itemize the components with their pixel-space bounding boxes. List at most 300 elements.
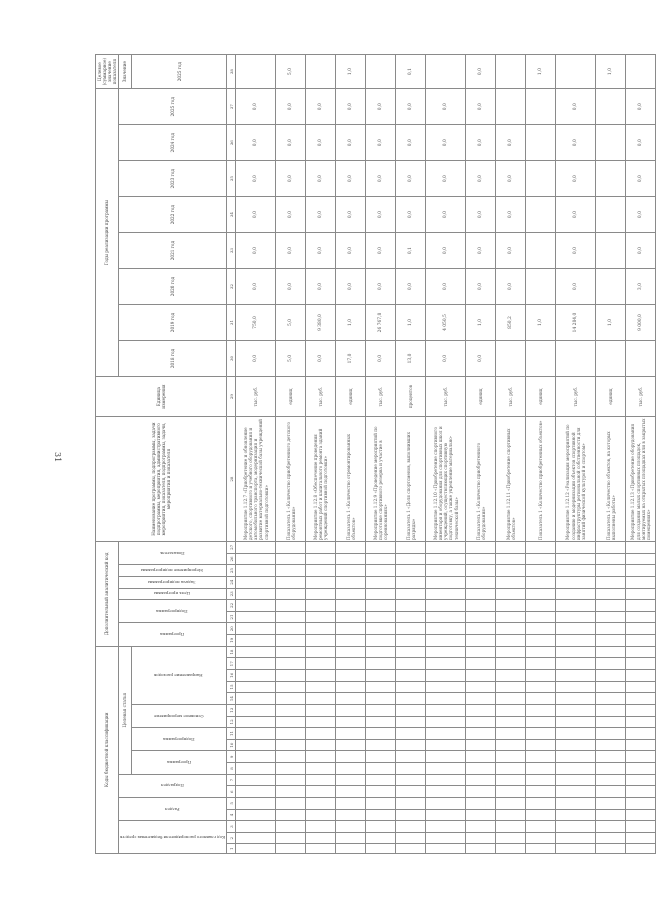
year-value-cell: [526, 161, 556, 197]
code-cell: [396, 611, 426, 623]
year-value-cell: 0,0: [276, 197, 306, 233]
code-cell: [366, 670, 396, 682]
year-value-cell: 0,0: [276, 269, 306, 305]
column-number: 32: [227, 269, 236, 305]
code-cell: [556, 588, 596, 600]
year-value-cell: 0,0: [466, 341, 496, 377]
program-indicators-table-sheet: [95, 54, 652, 854]
year-value-cell: 0,0: [466, 269, 496, 305]
code-cell: [236, 704, 276, 716]
code-cell: [526, 704, 556, 716]
code-cell: [366, 588, 396, 600]
code-cell: [596, 763, 626, 775]
year-value-cell: 0,0: [336, 89, 366, 125]
code-cell: [596, 832, 626, 844]
code-cell: [626, 693, 656, 705]
unit-cell: единиц: [596, 376, 626, 416]
code-cell: [336, 565, 366, 577]
row-name-cell: Мероприятие 1.12.12 «Реализация мероприятий по созданию и модернизации объектов спортивной инфраструктуры региональной собственности для занятий физической культурой и спортом»: [556, 417, 596, 542]
code-cell: [306, 693, 336, 705]
year-header-1: 2018 год: [119, 341, 227, 377]
code-cell: [306, 565, 336, 577]
code-cell: [626, 763, 656, 775]
code-cell: [366, 646, 396, 658]
year-value-cell: 0,0: [426, 341, 466, 377]
code-cell: [526, 832, 556, 844]
year-value-cell: 0,0: [626, 197, 656, 233]
code-cell: [466, 797, 496, 809]
code-cell: [526, 565, 556, 577]
code-cell: [426, 832, 466, 844]
table-row: [396, 55, 426, 854]
code-cell: [596, 588, 626, 600]
code-cell: [426, 774, 466, 786]
table-row: [466, 55, 496, 854]
column-number: 27: [227, 542, 236, 554]
year-value-cell: 13,0: [396, 341, 426, 377]
code-cell: [426, 821, 466, 833]
code-cell: [276, 542, 306, 554]
year-value-cell: 0,0: [366, 269, 396, 305]
code-cell: [626, 658, 656, 670]
extra-code-group-header: Дополнительный аналитический код: [96, 542, 119, 647]
code-cell: [596, 635, 626, 647]
final-value-cell: [366, 55, 396, 89]
year-value-cell: 0,0: [496, 125, 526, 161]
code-cell: [426, 809, 466, 821]
table-row: [526, 55, 556, 854]
code-cell: [426, 704, 466, 716]
code-cell: [306, 751, 336, 763]
code-cell: [496, 646, 526, 658]
table-row: [426, 55, 466, 854]
year-value-cell: 0,0: [396, 89, 426, 125]
code-cell: [366, 600, 396, 612]
code-cell: [596, 681, 626, 693]
year-value-cell: 0,0: [396, 125, 426, 161]
year-header-6: 2023 год: [119, 161, 227, 197]
code-cell: [466, 542, 496, 554]
column-number: 3: [227, 821, 236, 833]
year-value-cell: 9 000,0: [626, 305, 656, 341]
row-name-cell: Показатель 1 «Количество отремонтированных объектов»: [336, 417, 366, 542]
code-cell: [526, 739, 556, 751]
code-cell: [396, 658, 426, 670]
code-cell: [306, 623, 336, 635]
code-cell: [556, 600, 596, 612]
code-cell: [366, 821, 396, 833]
code-cell: [496, 542, 526, 554]
code-cell: [596, 670, 626, 682]
year-value-cell: [496, 341, 526, 377]
year-header-8: 2025 год: [119, 89, 227, 125]
code-cell: [276, 704, 306, 716]
year-value-cell: 0,0: [276, 161, 306, 197]
code-cell: [336, 600, 366, 612]
code-cell: [626, 600, 656, 612]
code-cell: [496, 728, 526, 740]
code-cell: [336, 670, 366, 682]
code-cell: [626, 670, 656, 682]
code-cell: [236, 542, 276, 554]
code-cell: [236, 763, 276, 775]
code-cell: [236, 658, 276, 670]
code-cell: [276, 646, 306, 658]
code-cell: [236, 576, 276, 588]
code-cell: [396, 693, 426, 705]
code-cell: [626, 553, 656, 565]
year-value-cell: 0,0: [556, 89, 596, 125]
code-cell: [236, 728, 276, 740]
code-cell: [336, 553, 366, 565]
row-name-cell: Показатель 1 «Количество приобретенного детского оборудования»: [276, 417, 306, 542]
code-cell: [466, 658, 496, 670]
column-number: 34: [227, 197, 236, 233]
code-cell: [306, 832, 336, 844]
column-number: 26: [227, 553, 236, 565]
year-value-cell: 17,0: [336, 341, 366, 377]
year-value-cell: 0,0: [556, 233, 596, 269]
code-cell: [596, 600, 626, 612]
code-cell: [366, 797, 396, 809]
code-cell: [526, 658, 556, 670]
code-cell: [396, 565, 426, 577]
code-cell: [396, 786, 426, 798]
column-number: 8: [227, 763, 236, 775]
final-value-cell: 0,1: [396, 55, 426, 89]
row-name-cell: Показатель 1 «Доля спортсменов, выполнивших разряды»: [396, 417, 426, 542]
final-value-header: Значение: [119, 55, 132, 89]
unit-cell: тыс. руб.: [496, 376, 526, 416]
year-value-cell: 0,0: [236, 269, 276, 305]
year-value-cell: 0,0: [396, 197, 426, 233]
code-cell: [526, 681, 556, 693]
year-value-cell: 0,1: [396, 233, 426, 269]
code-cell: [336, 774, 366, 786]
code-cell: [496, 693, 526, 705]
code-cell: [336, 832, 366, 844]
code-cell: [396, 681, 426, 693]
code-cell: [236, 600, 276, 612]
code-cell: [596, 542, 626, 554]
final-value-cell: 5,0: [276, 55, 306, 89]
code-cell: [396, 844, 426, 854]
unit-cell: тыс. руб.: [556, 376, 596, 416]
target-article-header: Целевая статья: [119, 646, 132, 774]
code-cell: [426, 763, 466, 775]
code-cell: [336, 542, 366, 554]
code-cell: [526, 797, 556, 809]
code-cell: [366, 844, 396, 854]
code-cell: [526, 542, 556, 554]
year-value-cell: 0,0: [336, 269, 366, 305]
year-value-cell: 0,0: [396, 269, 426, 305]
year-value-cell: 0,0: [466, 197, 496, 233]
code-cell: [396, 751, 426, 763]
code-cell: [336, 576, 366, 588]
code-cell: [496, 658, 526, 670]
unit-cell: единиц: [466, 376, 496, 416]
code-cell: [496, 774, 526, 786]
code-cell: [306, 658, 336, 670]
code-cell: [626, 739, 656, 751]
page-number: 31: [53, 452, 62, 463]
code-cell: [496, 623, 526, 635]
code-cell: [496, 600, 526, 612]
code-cell: [556, 739, 596, 751]
code-cell: [466, 600, 496, 612]
column-number: 29: [227, 376, 236, 416]
code-cell: [336, 693, 366, 705]
year-value-cell: 3,0: [626, 269, 656, 305]
code-cell: [466, 704, 496, 716]
code-cell: [396, 797, 426, 809]
row-name-cell: Мероприятие 1.12.13 «Приобретение оборудования для создания малых спортивных площадок, монтируемых на открытых площадках или в закрытых помещениях»: [626, 417, 656, 542]
code-cell: [276, 576, 306, 588]
code-cell: [466, 763, 496, 775]
code-cell: [276, 763, 306, 775]
code-cell: [556, 576, 596, 588]
table-row: [496, 55, 526, 854]
code-cell: [306, 739, 336, 751]
code-cell: [236, 611, 276, 623]
row-name-cell: Мероприятие 1.12.10 «Приобретение спортивного инвентаря и оборудования для спортивных школ и учреждений, осуществляющих спортивную подготовку, а также укрепление материально-технической базы»: [426, 417, 466, 542]
year-value-cell: 0,0: [336, 197, 366, 233]
code-cell: [496, 670, 526, 682]
code-cell: [366, 751, 396, 763]
code-cell: [496, 797, 526, 809]
code-cell: [336, 728, 366, 740]
code-cell: [396, 821, 426, 833]
code-cell: [466, 623, 496, 635]
year-value-cell: 0,0: [336, 125, 366, 161]
code-cell: [336, 635, 366, 647]
code-cell: [496, 704, 526, 716]
code-cell: [236, 681, 276, 693]
code-cell: [236, 588, 276, 600]
year-value-cell: 0,0: [626, 233, 656, 269]
code-cell: [526, 751, 556, 763]
column-number: 30: [227, 341, 236, 377]
unit-cell: тыс. руб.: [236, 376, 276, 416]
year-value-cell: 0,0: [556, 269, 596, 305]
column-number: 5: [227, 797, 236, 809]
year-value-cell: 0,0: [306, 197, 336, 233]
code-cell: [426, 600, 466, 612]
year-value-cell: 14 284,0: [556, 305, 596, 341]
code-cell: [496, 809, 526, 821]
code-cell: [426, 751, 466, 763]
code-cell: [236, 670, 276, 682]
code-cell: [426, 611, 466, 623]
code-cell: [396, 576, 426, 588]
code-cell: [556, 832, 596, 844]
code-cell: [366, 728, 396, 740]
code-cell: [556, 542, 596, 554]
code-cell: [526, 786, 556, 798]
code-cell: [466, 821, 496, 833]
final-value-cell: 1,0: [596, 55, 626, 89]
column-number: 21: [227, 611, 236, 623]
year-value-cell: 0,0: [426, 269, 466, 305]
code-cell: [396, 809, 426, 821]
unit-column-header: Единица измерения: [96, 376, 227, 416]
code-cell: [596, 716, 626, 728]
year-value-cell: [526, 233, 556, 269]
column-number: 16: [227, 670, 236, 682]
code-cell: [426, 576, 466, 588]
code-cell: [336, 611, 366, 623]
program-code-header: Программа: [132, 751, 227, 774]
unit-cell: тыс. руб.: [426, 376, 466, 416]
code-cell: [466, 786, 496, 798]
code-cell: [306, 786, 336, 798]
code-cell: [396, 623, 426, 635]
code-cell: [496, 588, 526, 600]
code-cell: [466, 774, 496, 786]
code-cell: [466, 576, 496, 588]
code-cell: [626, 821, 656, 833]
code-cell: [276, 588, 306, 600]
code-cell: [306, 821, 336, 833]
year-value-cell: 1,0: [336, 305, 366, 341]
years-group-header: Годы реализации программы: [96, 89, 119, 377]
code-cell: [596, 774, 626, 786]
code-cell: [396, 553, 426, 565]
code-cell: [236, 623, 276, 635]
column-number: 4: [227, 809, 236, 821]
code-cell: [556, 704, 596, 716]
code-cell: [236, 821, 276, 833]
code-cell: [236, 797, 276, 809]
year-value-cell: 0,0: [306, 341, 336, 377]
year-value-cell: [526, 269, 556, 305]
name-column-header: Наименование программы, подпрограммы, задачи подпрограммы, мероприятия, административного мероприятия, показателя, подпрограммы, задачи, мероприятия и показателя: [96, 417, 227, 542]
year-value-cell: 9 380,0: [306, 305, 336, 341]
code-cell: [366, 704, 396, 716]
code-cell: [366, 774, 396, 786]
column-number: 11: [227, 728, 236, 740]
code-cell: [396, 588, 426, 600]
unit-cell: единиц: [526, 376, 556, 416]
code-cell: [466, 693, 496, 705]
year-value-cell: 0,0: [496, 161, 526, 197]
code-cell: [396, 728, 426, 740]
code-cell: [556, 809, 596, 821]
final-value-cell: 1,0: [526, 55, 556, 89]
column-number: 7: [227, 774, 236, 786]
year-value-cell: [556, 341, 596, 377]
code-cell: [596, 693, 626, 705]
code-cell: [426, 542, 466, 554]
code-cell: [496, 681, 526, 693]
column-number: 36: [227, 125, 236, 161]
code-cell: [336, 658, 366, 670]
code-cell: [236, 786, 276, 798]
code-cell: [276, 832, 306, 844]
final-value-cell: 0,0: [466, 55, 496, 89]
year-header-5: 2022 год: [119, 197, 227, 233]
column-number: 35: [227, 161, 236, 197]
code-cell: [396, 763, 426, 775]
year-value-cell: 0,0: [396, 161, 426, 197]
code-cell: [366, 635, 396, 647]
code-cell: [426, 670, 466, 682]
code-cell: [526, 553, 556, 565]
program-indicators-table: [95, 54, 656, 854]
code-cell: [426, 588, 466, 600]
code-cell: [336, 704, 366, 716]
code-cell: [556, 786, 596, 798]
code-cell: [276, 658, 306, 670]
column-number: 6: [227, 786, 236, 798]
code-cell: [306, 576, 336, 588]
code-cell: [466, 832, 496, 844]
final-value-cell: [556, 55, 596, 89]
code-cell: [336, 588, 366, 600]
year-value-cell: 0,0: [556, 125, 596, 161]
table-row: [366, 55, 396, 854]
code-cell: [236, 716, 276, 728]
code-cell: [366, 739, 396, 751]
code-cell: [626, 786, 656, 798]
code-cell: [396, 600, 426, 612]
code-cell: [276, 681, 306, 693]
code-cell: [426, 739, 466, 751]
year-value-cell: 0,0: [556, 197, 596, 233]
code-cell: [426, 681, 466, 693]
year-value-cell: [596, 89, 626, 125]
column-number: 9: [227, 751, 236, 763]
code-cell: [626, 635, 656, 647]
year-value-cell: 0,0: [466, 233, 496, 269]
code-cell: [496, 844, 526, 854]
code-cell: [306, 553, 336, 565]
code-cell: [396, 542, 426, 554]
unit-cell: тыс. руб.: [366, 376, 396, 416]
column-number: 28: [227, 417, 236, 542]
year-value-cell: 0,0: [626, 161, 656, 197]
year-value-cell: 0,0: [336, 161, 366, 197]
extra-indicator-header: Показатель: [119, 542, 227, 565]
code-cell: [426, 844, 466, 854]
column-number: 22: [227, 600, 236, 612]
code-cell: [466, 728, 496, 740]
code-cell: [466, 844, 496, 854]
code-cell: [276, 844, 306, 854]
code-cell: [276, 565, 306, 577]
year-value-cell: 0,0: [236, 89, 276, 125]
code-cell: [596, 646, 626, 658]
code-cell: [526, 623, 556, 635]
year-value-cell: 0,0: [426, 161, 466, 197]
column-number: 38: [227, 55, 236, 89]
year-value-cell: 850,2: [496, 305, 526, 341]
table-body: [236, 55, 656, 854]
extra-subprogram-header: Подпрограмма: [119, 600, 227, 623]
code-cell: [236, 751, 276, 763]
year-value-cell: 0,0: [366, 233, 396, 269]
year-value-cell: [596, 125, 626, 161]
subsection-header: Подраздел: [119, 774, 227, 797]
code-cell: [396, 670, 426, 682]
year-value-cell: 0,0: [276, 125, 306, 161]
code-cell: [276, 821, 306, 833]
row-name-cell: Мероприятие 1.12.8 «Обеспечение проведения ремонтных работ и капитального ремонта зданий учреждений спортивной подготовки»: [306, 417, 336, 542]
code-cell: [336, 646, 366, 658]
code-cell: [556, 553, 596, 565]
code-cell: [366, 809, 396, 821]
